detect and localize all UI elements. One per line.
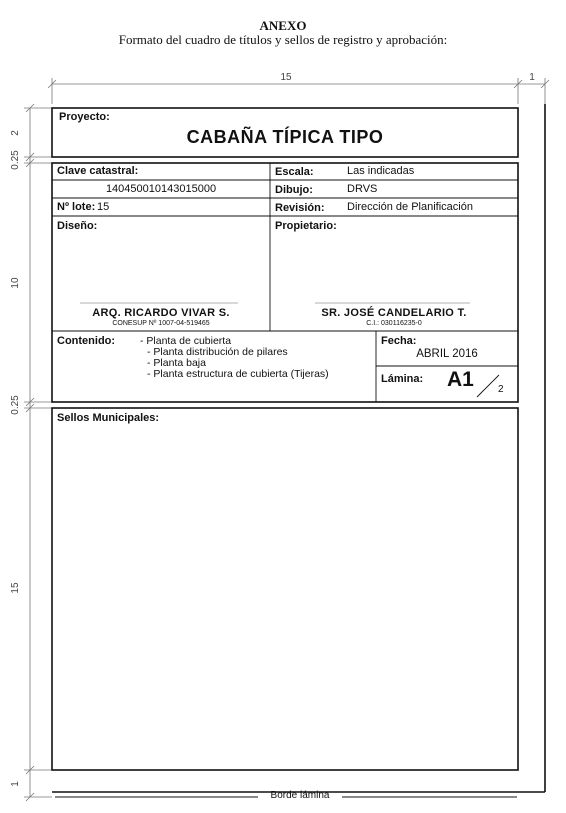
clave-catastral-value: 140450010143015000 (105, 183, 217, 195)
dim-left-15: 15 (10, 582, 21, 594)
left-dimension (24, 104, 52, 801)
border-label: Borde lámina (270, 790, 330, 801)
escala-label: Escala: (275, 166, 314, 178)
contents-item: - Planta baja (147, 357, 206, 369)
dim-left-025a: 0.25 (10, 150, 21, 170)
lamina-total: 2 (498, 384, 504, 395)
contents-item: - Planta estructura de cubierta (Tijeras) (147, 368, 329, 380)
annex-subtitle: Formato del cuadro de títulos y sellos de registro y aprobación: (118, 32, 448, 47)
contents-item: - Planta de cubierta (140, 335, 232, 347)
dim-top-15: 15 (280, 72, 292, 83)
sellos-label: Sellos Municipales: (57, 412, 160, 424)
dim-left-025b: 0.25 (10, 395, 21, 415)
contenido-label: Contenido: (57, 335, 116, 347)
lamina-number: A1 (447, 368, 474, 391)
dim-left-2: 2 (10, 130, 21, 136)
owner-id: C.I.: 030116235-0 (366, 320, 422, 327)
dim-left-10: 10 (10, 277, 21, 289)
dibujo-label: Dibujo: (275, 184, 313, 196)
project-label: Proyecto: (59, 111, 110, 123)
seals-box (52, 408, 518, 770)
lamina-label: Lámina: (381, 373, 424, 385)
designer-name: ARQ. RICARDO VIVAR S. (92, 307, 230, 319)
clave-catastral-label: Clave catastral: (57, 165, 139, 177)
revision-value: Dirección de Planificación (347, 201, 473, 213)
lote-label: Nº lote: (57, 201, 96, 213)
owner-name: SR. JOSÉ CANDELARIO T. (321, 307, 467, 319)
dibujo-value: DRVS (347, 183, 378, 195)
project-name: CABAÑA TÍPICA TIPO (186, 127, 384, 147)
lote-value: 15 (97, 201, 110, 213)
dim-left-1: 1 (10, 781, 21, 787)
fecha-value: ABRIL 2016 (416, 348, 478, 360)
dim-top-1: 1 (529, 72, 535, 83)
revision-label: Revisión: (275, 202, 325, 214)
fecha-label: Fecha: (381, 335, 417, 347)
annex-title: ANEXO (259, 18, 307, 33)
contents-list (140, 336, 329, 380)
diseno-label: Diseño: (57, 220, 98, 232)
propietario-label: Propietario: (275, 220, 337, 232)
contents-item: - Planta distribución de pilares (147, 346, 288, 358)
designer-registration: CONESUP Nº 1007-04-519465 (112, 320, 210, 327)
escala-value: Las indicadas (347, 165, 415, 177)
top-dimension (48, 78, 549, 104)
